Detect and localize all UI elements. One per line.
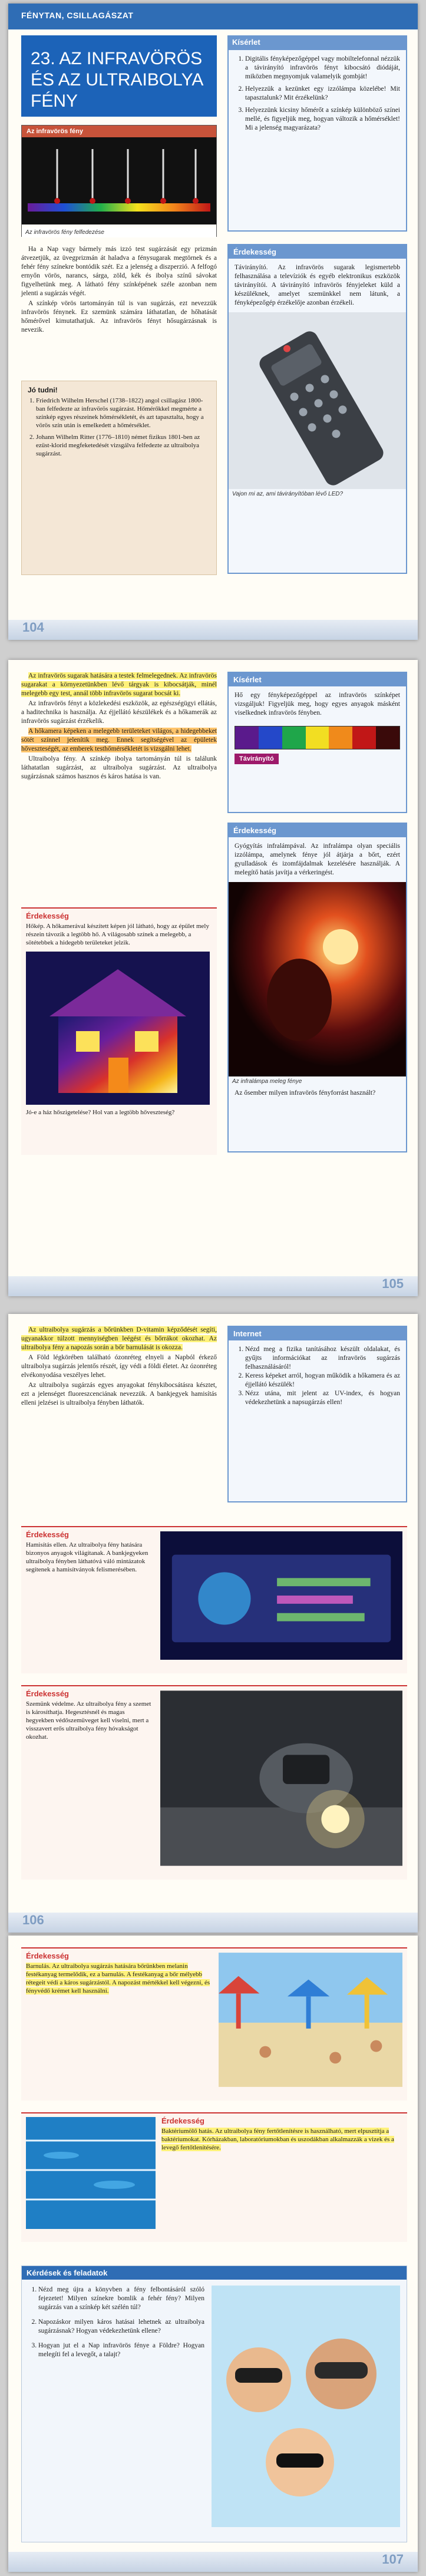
experiment-box-104 — [227, 35, 407, 236]
beach-photo — [219, 1952, 402, 2088]
curiosity-disinfection — [21, 2112, 407, 2242]
p104-paragraph: Ha a Nap vagy bármely más izzó test sugárzását egy prizmán átvezetjük, az üvegprizmán át haladva a fénysugarak megtörnek és a fehér fény színekre bontódik szét. Ez a jelenség a diszperzió. A felfogó ernyőn vörös, narancs, sárga, zöld, kék és ibolya színű sávokat figyelhetünk meg. A látható fény színképének széle azonban nem jelenti a sugárzás végét. — [21, 246, 217, 297]
ir-figure — [21, 125, 217, 237]
internet-box — [227, 1326, 407, 1502]
p105-body — [21, 672, 217, 782]
good-to-know-item: 1. Friedrich Wilhelm Herschel (1738–1822) angol csillagász 1800-ban felfedezte az infravörös sugárzást. Hőmérőkkel megmérte a színkép egyes részeinek hőmérsékletét, és azt tapasztalta, hogy a vörös szín után is emelkedett a hőmérséklet. — [36, 397, 210, 430]
p105-paragraph: Ultraibolya fény. A színkép ibolya tartományán túl is találunk láthatatlan sugárzást, az ultraibolya sugárzást. Az ultraibolya sugárzásnak számos hasznos és káros hatása is van. — [21, 755, 217, 780]
thermal-question: Jó-e a ház hőszigetelése? Hol van a legtöbb hőveszteség? — [26, 1109, 175, 1116]
infrared-lamp-photo — [229, 882, 406, 1076]
curiosity-thermal — [21, 907, 217, 1155]
ir-experiment-illustration — [22, 137, 216, 224]
highlighted-text: A hőkamera képeken a melegebb területeket világos, a hidegebbeket sötét színnel jelenítik meg. Ennek segítségével az épületek hőveszteségét, az emberek testhőmérsékletét is vizsgálni lehet. — [21, 728, 217, 752]
footer-bar — [8, 1913, 418, 1933]
p106-paragraph: A Föld légkörében található ózonréteg elnyeli a Napból érkező ultraibolya sugárzás jelentős részét, így védi a földi életet. Az ózonréteg elvékonyodása veszélyes lehet. — [21, 1354, 217, 1379]
lamp-caption: Az infralámpa meleg fénye — [232, 1078, 302, 1085]
curiosity-text: Hamisítás ellen. Az ultraibolya fény hatására bizonyos anyagok világítanak. A bankjegyeken ultraibolya fényben láthatóvá váló mintázatok segítenek a hamisítványok felismerésében. — [26, 1541, 148, 1573]
spectrum-strip — [235, 726, 400, 749]
experiment-text: Hő egy fényképezőgéppel az infravörös színképet vizsgáljuk! Figyeljük meg, hogy egyes anyagok másként viselkednek infravörös fényben. — [235, 692, 400, 716]
curiosity-title: Érdekesség — [26, 1951, 69, 1960]
curiosity-box-104 — [227, 244, 407, 574]
p105-paragraph: Az infravörös fényt a közlekedési eszközök, az egészségügyi ellátás, a haditechnika is használja. Az éjjellátó készülékek és a hőkamerák az infravörös sugárzást érzékelik. — [21, 700, 217, 725]
experiment-content — [227, 49, 407, 232]
ir-figure-caption: Az infravörös fény felfedezése — [22, 227, 216, 237]
experiment-title: Kísérlet — [227, 35, 407, 49]
pool-photo — [26, 2117, 156, 2229]
curiosity-title: Érdekesség — [229, 245, 406, 259]
p105-paragraph — [21, 727, 217, 754]
footer-bar — [8, 1276, 418, 1296]
curiosity-text: Távirányító. Az infravörös sugarak legismertebb felhasználása a televíziók és egyéb elektronikus eszközök távirányítói. A távirányító infravörös fényjeleket küld a készüléknek, amelyet szemünkkel nem látunk, a fényképezőgép érzékelője azonban érzékeli. — [235, 264, 400, 306]
internet-item: 1. Nézd meg a fizika tanításához készült oldalakat, és gyűjts információkat az infravörös sugárzás felhasználásáról! — [245, 1345, 400, 1372]
curiosity-text: Gyógyítás infralámpával. Az infralámpa olyan speciális izzólámpa, amelynek fénye jól átjárja a bőrt, ezért gyulladások és izomfájdalmak kezelésére használják. A melegítő hatás javítja a vérkeringést. — [235, 843, 400, 876]
experiment-box-105 — [227, 672, 407, 813]
remote-control-photo — [229, 312, 406, 489]
right-question: Az ősember milyen infravörös fényforrást használt? — [235, 1089, 376, 1097]
curiosity-tanning — [21, 1947, 407, 2101]
curiosity-eye-protection — [21, 1685, 407, 1880]
experiment-title: Kísérlet — [229, 673, 406, 686]
internet-item: 2. Keress képeket arról, hogyan működik a hőkamera és az éjjellátó készülék! — [245, 1372, 400, 1389]
curiosity-text — [26, 1962, 213, 1995]
page-106 — [8, 1314, 418, 1933]
ir-figure-title: Az infravörös fény — [22, 126, 216, 137]
experiment-item: 2. Helyezzük a kezünket egy izzólámpa közelébe! Mit tapasztalunk? Mit érzékelünk? — [245, 85, 400, 103]
curiosity-title: Érdekesség — [26, 1530, 69, 1539]
page-number: 104 — [22, 620, 44, 635]
curiosity-title: Érdekesség — [229, 824, 406, 837]
curiosity-text — [161, 2127, 402, 2152]
page-104 — [8, 4, 418, 640]
topic-label: FÉNYTAN, CSILLAGÁSZAT — [21, 11, 134, 20]
p104-body — [21, 245, 217, 336]
highlighted-text: Barnulás. Az ultraibolya sugárzás hatására bőrünkben melanin festékanyag termelődik, ez a barnulás. A festékanyag a bőr mélyebb rétegeit védi a káros sugárzástól. A napozást mértékkel kell végezni, és fényvédő krémet kell használni. — [26, 1963, 210, 1994]
question-item: 1. Nézd meg újra a könyvben a fény felbontásáról szóló fejezetet! Milyen színekre bomlik a fehér fény? Milyen sugárzás van a színkép két szélén túl? — [38, 2286, 204, 2312]
welding-photo — [160, 1690, 402, 1867]
thermal-house-image — [26, 952, 210, 1105]
spectrum-label: Távirányító — [235, 754, 279, 764]
experiment-item: 1. Digitális fényképezőgéppel vagy mobiltelefonnal nézzük a távirányító infravörös fényt kibocsátó diódáját, miközben megnyomjuk valamelyik gombját! — [245, 55, 400, 81]
p105-paragraph — [21, 672, 217, 698]
remote-caption: Vajon mi az, ami távirányítóban lévő LED? — [232, 491, 344, 497]
uv-banknote-photo — [160, 1531, 402, 1660]
curiosity-box-105 — [227, 823, 407, 1152]
p106-paragraph: Az ultraibolya sugárzás egyes anyagokat fénykibocsátásra késztet, ezt a jelenséget fluoreszcenciának nevezzük. A bankjegyek hamisítás elleni jelzései is ultraibolya fényben láthatók. — [21, 1382, 217, 1406]
good-to-know-item: 2. Johann Wilhelm Ritter (1776–1810) német fizikus 1801-ben az ezüst-klorid megfeketedését vizsgálva felfedezte az ultraibolya sugárzást. — [36, 433, 210, 458]
chapter-title-box — [21, 35, 217, 117]
experiment-item: 3. Helyezzünk kicsiny hőmérőt a színkép különböző színei mellé, és figyeljük meg, hogyan változik a hőmérséklet! Mi a jelenség magyarázata? — [245, 106, 400, 133]
internet-title: Internet — [229, 1327, 406, 1340]
p106-body — [21, 1326, 217, 1409]
curiosity-text: Hőkép. A hőkamerával készített képen jól látható, hogy az épület mely részein távozik a legtöbb hő. A világosabb színek a melegebb, a sötétebbek a hidegebb területeket jelzik. — [26, 923, 209, 946]
footer-bar — [8, 620, 418, 640]
curiosity-counterfeit — [21, 1526, 407, 1673]
questions-title: Kérdések és feladatok — [22, 2266, 407, 2280]
curiosity-text: Szemünk védelme. Az ultraibolya fény a szemet is károsíthatja. Hegesztésnél és magas hegyekben védőszemüveget kell viselni, mert a visszavert erős ultraibolya fény hóvakságot okozhat. — [26, 1700, 151, 1741]
p106-paragraph — [21, 1326, 217, 1352]
footer-bar — [8, 2552, 418, 2572]
highlighted-text: Baktériumölő hatás. Az ultraibolya fény fertőtlenítésre is használható, mert elpusztítja a baktériumokat. Kórházakban, laboratóriumokban és uszodákban alkalmazzák a vizek és a levegő fertőtlenítésére. — [161, 2128, 394, 2151]
good-to-know-box — [21, 381, 217, 575]
sunglasses-photo — [212, 2286, 400, 2527]
p104-paragraph: A színkép vörös tartományán túl is van sugárzás, ezt nevezzük infravörös fénynek. Ez szemünk számára láthatatlan, de hőhatását hőmérővel kimutathatjuk. Az infravörös fényt hősugárzásnak is nevezik. — [21, 300, 217, 333]
internet-item: 3. Nézz utána, mit jelent az UV-index, és hogyan védekezhetünk a napsugárzás ellen! — [245, 1389, 400, 1407]
good-to-know-title: Jó tudni! — [28, 386, 58, 394]
questions-section — [21, 2265, 407, 2542]
page-105 — [8, 660, 418, 1296]
question-item: 2. Napozáskor milyen káros hatásai lehetnek az ultraibolya sugárzásnak? Hogyan védekezhetünk ellene? — [38, 2318, 204, 2336]
curiosity-title: Érdekesség — [26, 911, 69, 920]
highlighted-text: Az ultraibolya sugárzás a bőrünkben D-vitamin képződését segíti, ugyanakkor túlzott mennyiségben leégést és bőrrákot okozhat. Az ultraibolya fény a napozás során a bőr barnulását is okozza. — [21, 1326, 217, 1351]
page-107 — [8, 1936, 418, 2572]
page-number: 105 — [382, 1276, 404, 1291]
chapter-title: 23. AZ INFRAVÖRÖS ÉS AZ ULTRAIBOLYA FÉNY — [31, 49, 203, 111]
question-item: 3. Hogyan jut el a Nap infravörös fénye a Földre? Hogyan melegíti fel a levegőt, a talajt? — [38, 2341, 204, 2359]
page-number: 107 — [382, 2552, 404, 2567]
page-number: 106 — [22, 1913, 44, 1927]
highlighted-text: Az infravörös sugarak hatására a testek felmelegednek. Az infravörös sugarakat a környezetünkben lévő tárgyak is kibocsátják, minél melegebb egy test, annál több infravörös sugarat bocsát ki. — [21, 672, 217, 697]
curiosity-title: Érdekesség — [161, 2116, 204, 2125]
curiosity-title: Érdekesség — [26, 1689, 69, 1698]
